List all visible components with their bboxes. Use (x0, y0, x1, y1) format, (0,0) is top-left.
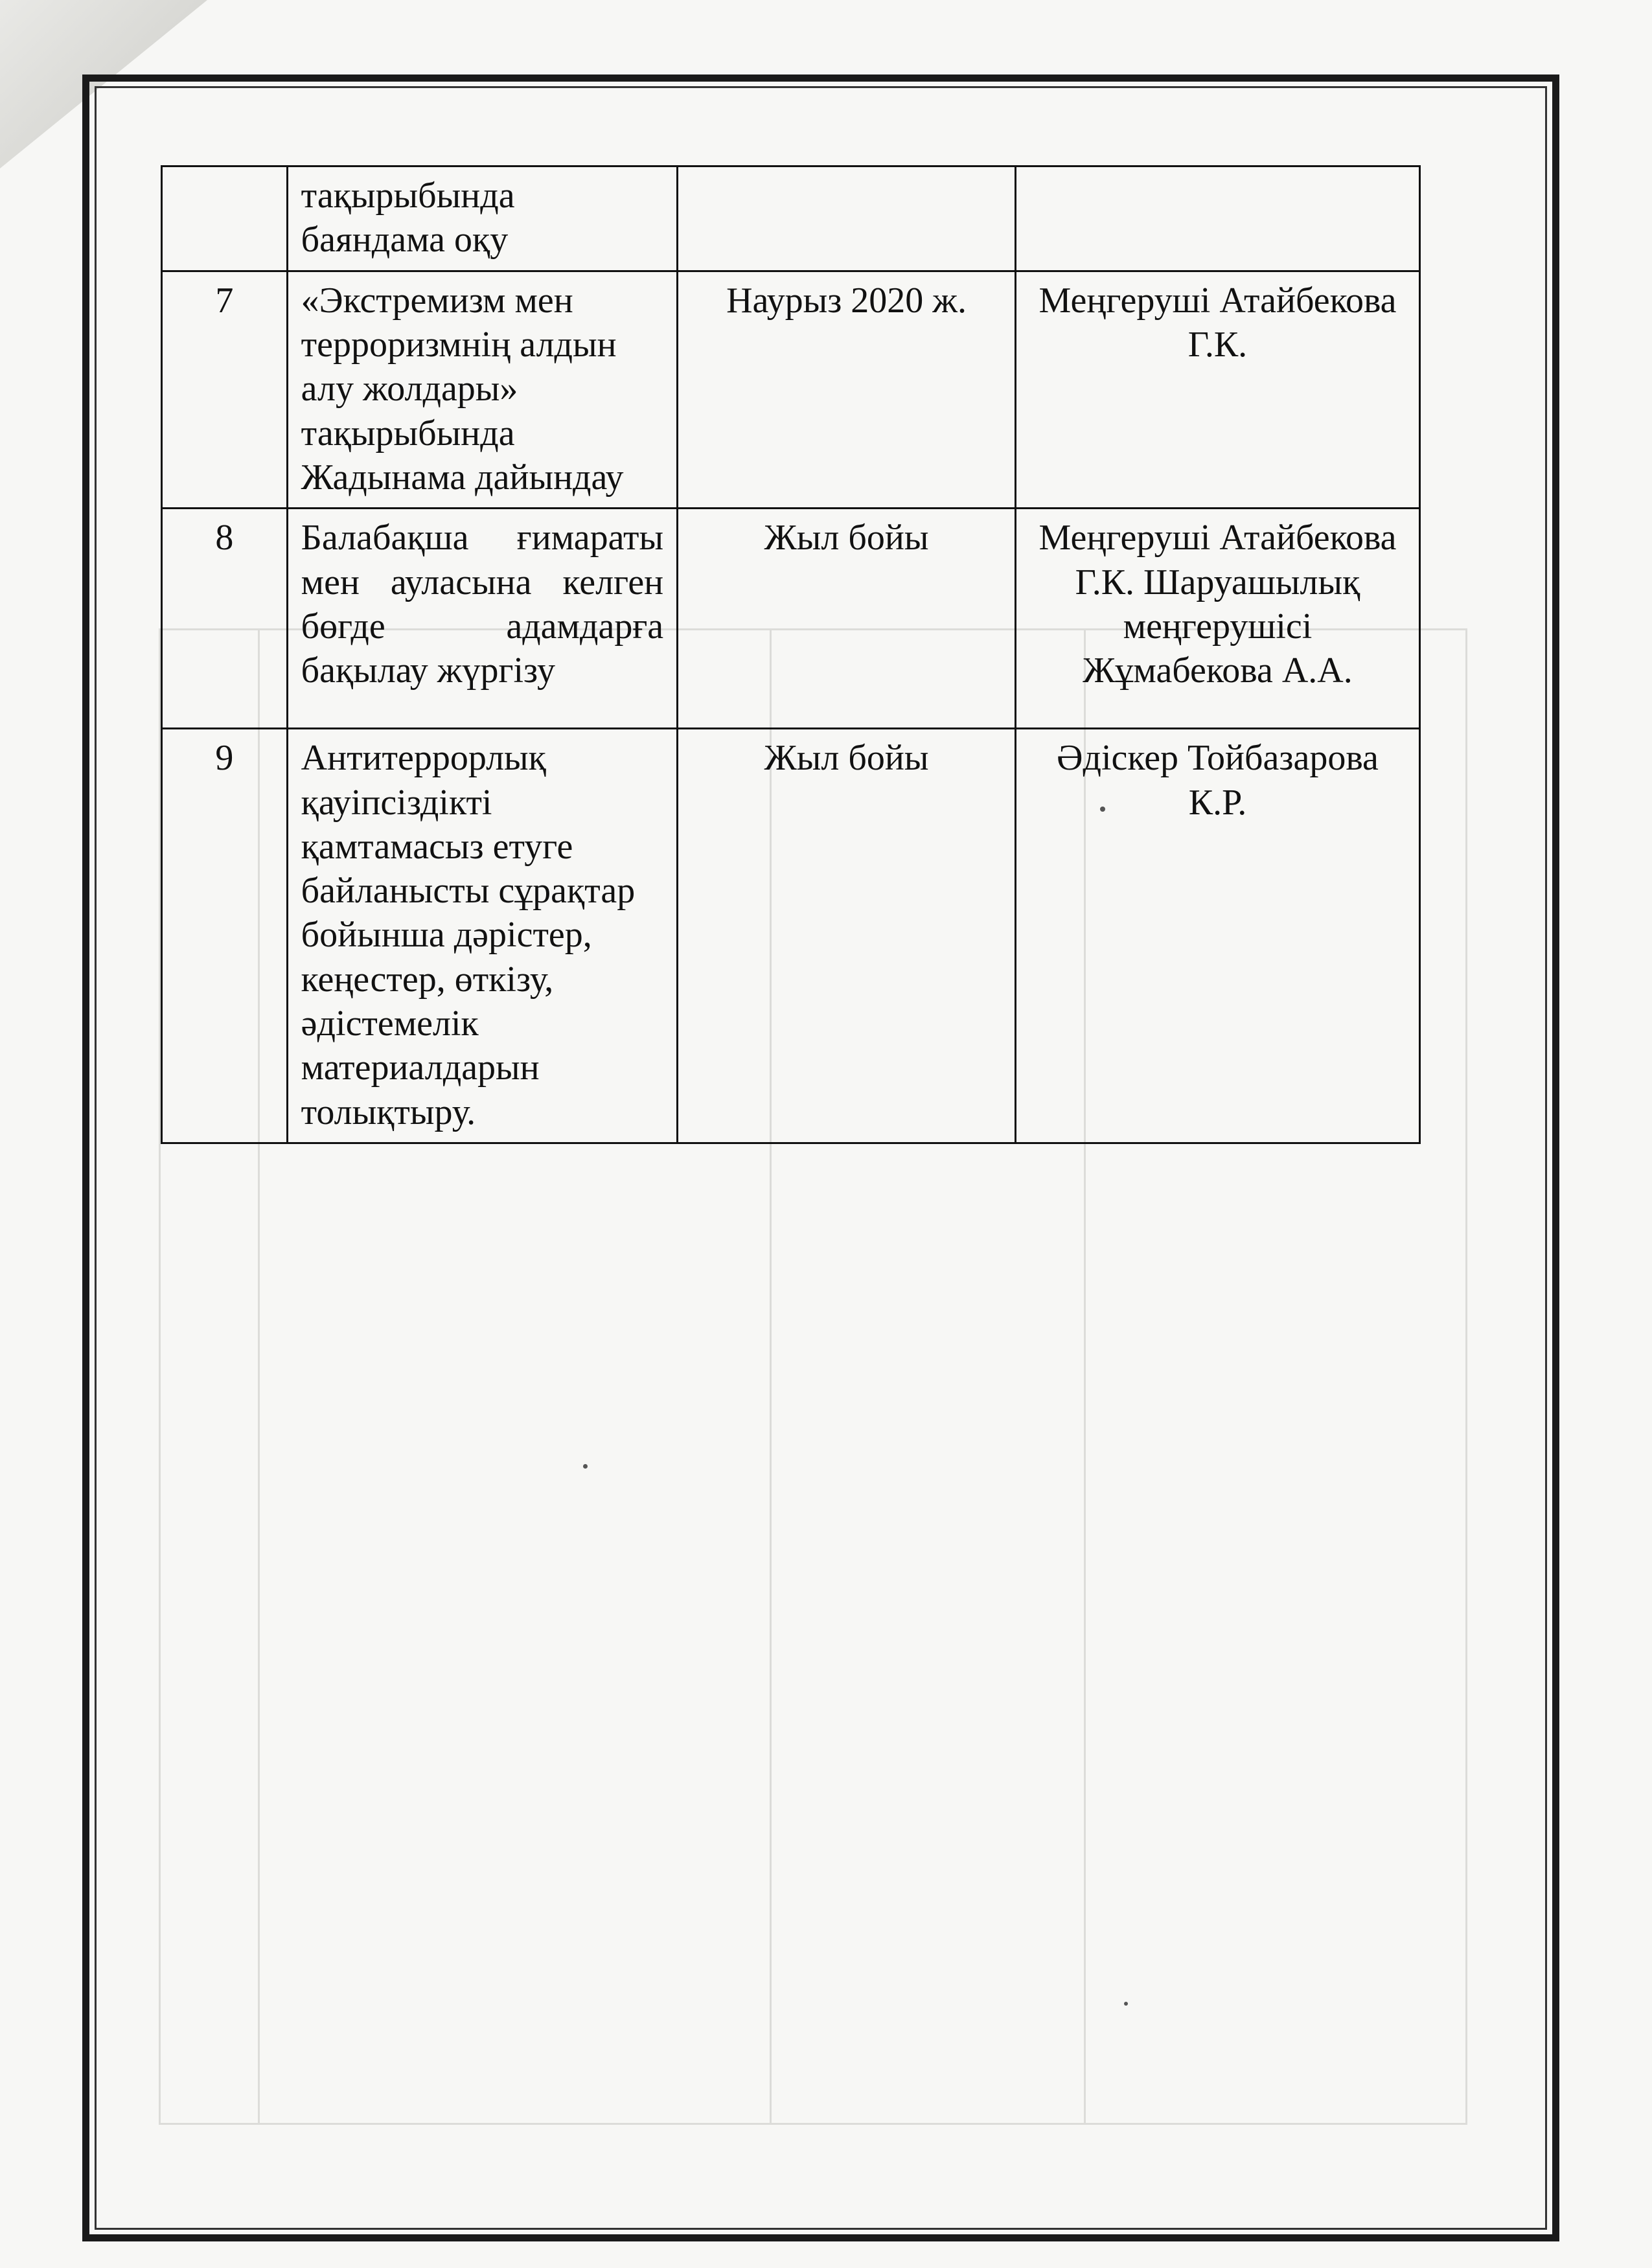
activity-cell: «Экстремизм мен терроризмнің алдын алу жолдары» тақырыбында Жадынама дайындау (287, 271, 678, 509)
activity-cell: Балабақша ғимараты мен ауласына келген бөгде адамдарға бақылау жүргізу (287, 509, 678, 729)
row-number: 9 (162, 729, 288, 1143)
date-cell: Жыл бойы (678, 509, 1016, 729)
row-number: 7 (162, 271, 288, 509)
responsible-cell: Әдіскер Тойбазарова К.Р. (1015, 729, 1419, 1143)
responsible-cell (1015, 166, 1419, 271)
date-cell: Жыл бойы (678, 729, 1016, 1143)
table-row (162, 509, 1420, 729)
date-cell: Наурыз 2020 ж. (678, 271, 1016, 509)
table-row (162, 166, 1420, 271)
responsible-cell: Меңгеруші Атайбекова Г.К. Шаруашылық меңгерушісі Жұмабекова А.А. (1015, 509, 1419, 729)
table-row (162, 729, 1420, 1143)
table-row (162, 271, 1420, 509)
activity-plan-table (161, 165, 1421, 1144)
scan-speck (1100, 807, 1105, 812)
scan-speck (583, 1464, 588, 1469)
date-cell (678, 166, 1016, 271)
row-number: 8 (162, 509, 288, 729)
row-number (162, 166, 288, 271)
scan-speck (1124, 2002, 1128, 2006)
activity-cell: Антитеррорлық қауіпсіздікті қамтамасыз етуге байланысты сұрақтар бойынша дәрістер, кеңестер, өткізу, әдістемелік материалдарын толықтыру. (287, 729, 678, 1143)
activity-cell: тақырыбында баяндама оқу (287, 166, 678, 271)
responsible-cell: Меңгеруші Атайбекова Г.К. (1015, 271, 1419, 509)
